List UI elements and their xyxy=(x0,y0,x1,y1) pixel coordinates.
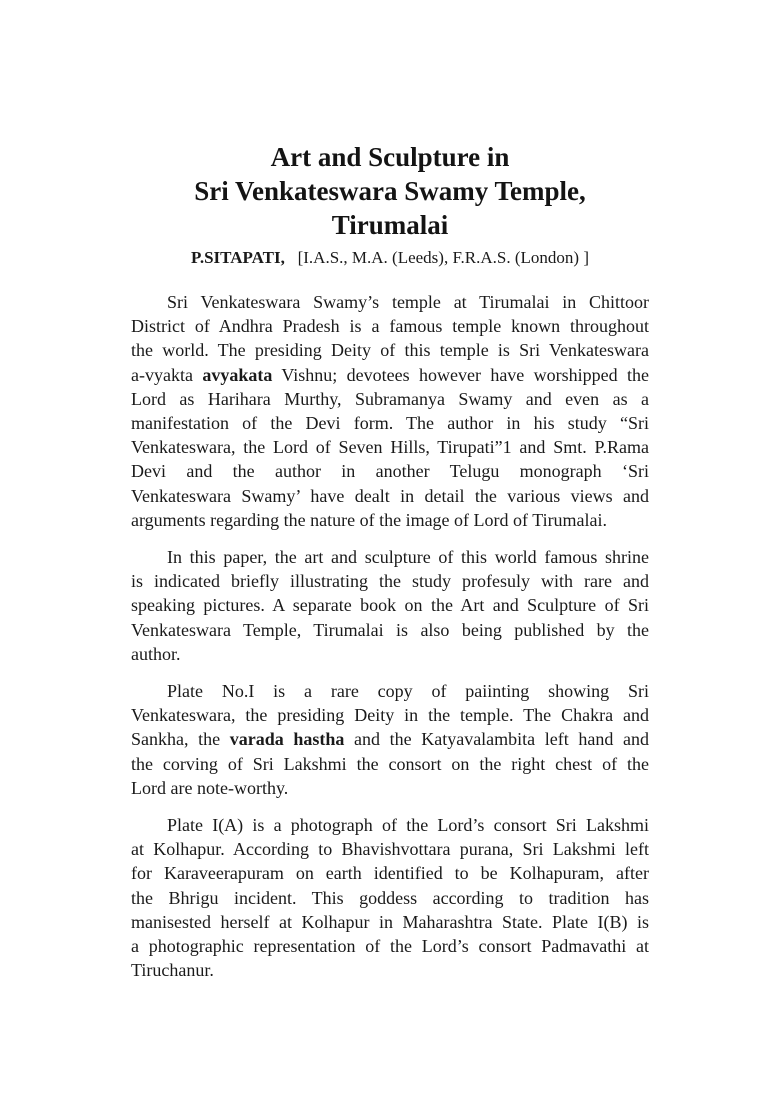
text-line: at Kolhapur. According to Bhavishvottara purana, Sri Lakshmi left xyxy=(131,839,649,860)
text-line: District of Andhra Pradesh is a famous temple known throughout xyxy=(131,316,649,337)
author-spacer xyxy=(289,248,293,267)
text-line: the corving of Sri Lakshmi the consort on the right chest of the xyxy=(131,753,649,774)
text-line: Venkateswara Temple, Tirumalai is also being published by the xyxy=(131,619,649,640)
text-line: Lord are note-worthy. xyxy=(131,777,289,798)
bold-term-varada-hastha: varada hastha xyxy=(229,729,345,750)
text-line: arguments regarding the nature of the image of Lord of Tirumalai. xyxy=(131,509,608,530)
text-line: manifestation of the Devi form. The author in his study “Sri xyxy=(131,413,649,434)
text-line: Tiruchanur. xyxy=(131,960,214,981)
text-line: Lord as Harihara Murthy, Subramanya Swamy and even as a xyxy=(131,388,649,409)
author-credentials: [I.A.S., M.A. (Leeds), F.R.A.S. (London) ] xyxy=(297,248,589,267)
text-line: Plate No.I is a rare copy of paiinting showing Sri xyxy=(167,681,649,702)
text-line: Devi and the author in another Telugu monograph ‘Sri xyxy=(131,461,649,482)
text-run: Vishnu; devotees however have worshipped the xyxy=(272,364,649,385)
text-line: a photographic representation of the Lord’s consort Padmavathi at xyxy=(131,936,649,957)
text-run: a-vyakta xyxy=(131,364,203,385)
text-line: Sri Venkateswara Swamy’s temple at Tirumalai in Chittoor xyxy=(167,292,649,312)
paragraph-2 xyxy=(131,545,649,666)
text-run: and the Katyavalambita left hand and xyxy=(344,729,649,750)
text-line: the Bhrigu incident. This goddess according to tradition has xyxy=(131,887,649,908)
text-line xyxy=(131,363,649,387)
text-run: Sankha, the xyxy=(131,729,230,750)
paragraph-4 xyxy=(131,813,649,982)
text-line: for Karaveerapuram on earth identified to be Kolhapuram, after xyxy=(131,863,649,884)
text-line: speaking pictures. A separate book on the Art and Sculpture of Sri xyxy=(131,595,649,616)
text-line: manisested herself at Kolhapur in Maharashtra State. Plate I(B) is xyxy=(131,911,649,932)
text-line: author. xyxy=(131,643,181,664)
paragraph-3 xyxy=(131,679,649,800)
text-line xyxy=(131,727,649,751)
text-line: Venkateswara Swamy’ have dealt in detail the various views and xyxy=(131,485,649,506)
bold-term-avyakata: avyakata xyxy=(202,364,273,385)
author-byline xyxy=(0,246,780,270)
article-body xyxy=(131,290,649,995)
title-line-1: Art and Sculpture in xyxy=(270,142,510,172)
text-line: the world. The presiding Deity of this temple is Sri Venkateswara xyxy=(131,340,649,361)
title-line-2: Sri Venkateswara Swamy Temple, xyxy=(194,176,586,206)
title-line-3: Tirumalai xyxy=(331,210,449,240)
text-line: is indicated briefly illustrating the study profesuly with rare and xyxy=(131,571,649,592)
paragraph-1 xyxy=(131,290,649,532)
article-title xyxy=(0,140,780,242)
text-line: Plate I(A) is a photograph of the Lord’s consort Sri Lakshmi xyxy=(167,815,649,836)
text-line: Venkateswara, the Lord of Seven Hills, Tirupati”1 and Smt. P.Rama xyxy=(131,437,649,458)
text-line: In this paper, the art and sculpture of this world famous shrine xyxy=(167,547,649,568)
author-name: P.SITAPATI, xyxy=(191,248,285,267)
text-line: Venkateswara, the presiding Deity in the temple. The Chakra and xyxy=(131,705,649,726)
